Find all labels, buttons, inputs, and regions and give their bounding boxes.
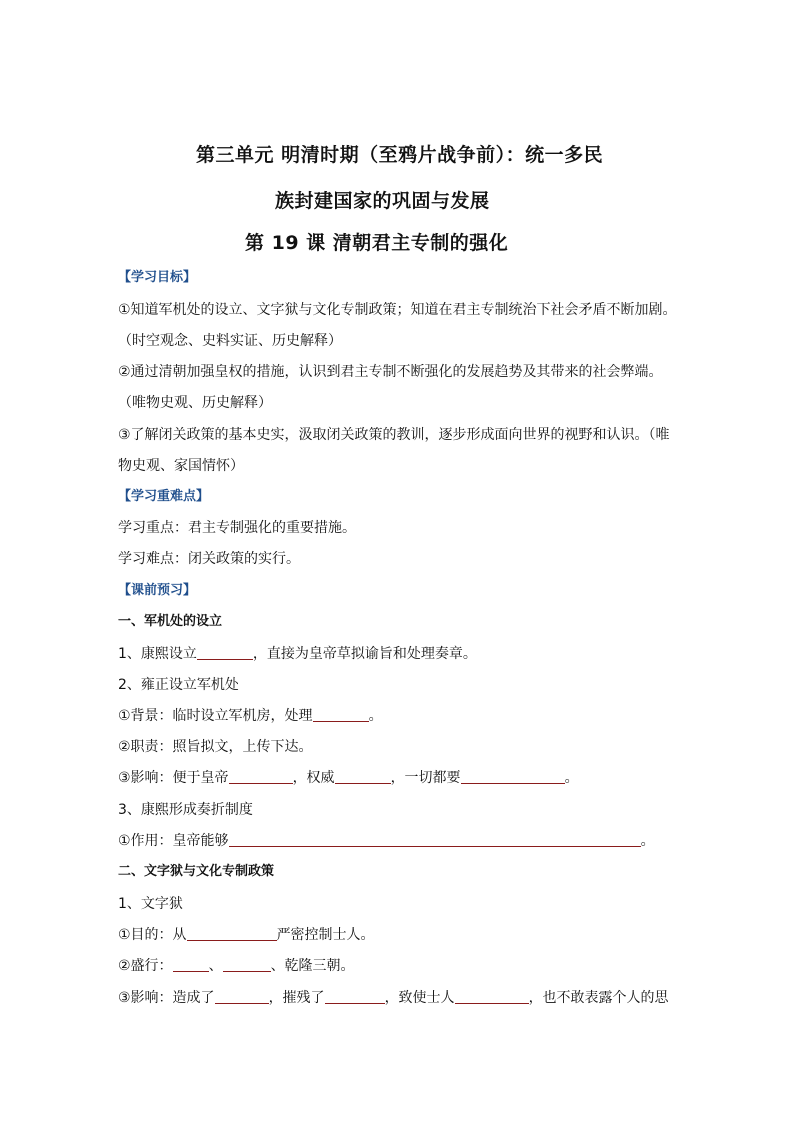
fill-blank[interactable] [325, 989, 385, 1004]
s1-q2-duty: ②职责：照旨拟文，上传下达。 [118, 739, 313, 755]
key-focus: 学习重点：君主专制强化的重要措施。 [118, 520, 356, 536]
fill-blank[interactable] [455, 989, 529, 1004]
fill-blank[interactable] [229, 769, 293, 784]
s1-q2-background [118, 706, 383, 726]
s1-q2-bg-suffix: 。 [368, 708, 383, 724]
objective-3-line-b: 物史观、家国情怀） [118, 458, 244, 474]
s2-purpose-prefix: ①目的：从 [118, 927, 187, 943]
fill-blank[interactable] [187, 926, 277, 941]
unit-title-line1: 第三单元 明清时期（至鸦片战争前）：统一多民 [196, 144, 604, 166]
s2-impact-mid1: ，摧残了 [268, 990, 325, 1006]
s1-q3-use-prefix: ①作用：皇帝能够 [118, 833, 229, 849]
s1-q1-prefix: 1、康熙设立 [118, 646, 197, 662]
lesson-title: 第 19 课 清朝君主专制的强化 [245, 232, 509, 254]
s2-impact-mid2: ，致使士人 [384, 990, 455, 1006]
s1-question-1 [118, 644, 477, 664]
s1-q1-suffix: ，直接为皇帝草拟谕旨和处理奏章。 [252, 646, 477, 662]
s2-q1-purpose [118, 925, 375, 945]
s1-q2-eff-mid2: ，一切都要 [390, 770, 461, 786]
s2-peak-sep: 、 [208, 958, 223, 974]
s2-impact-prefix: ③影响：造成了 [118, 990, 215, 1006]
s1-q3-use [118, 831, 655, 851]
s1-question-3: 3、康熙形成奏折制度 [118, 802, 253, 818]
fill-blank[interactable] [197, 645, 253, 660]
section2-title: 二、文字狱与文化专制政策 [118, 864, 275, 879]
s1-q2-eff-suffix: 。 [564, 770, 579, 786]
fill-blank[interactable] [223, 957, 271, 972]
objective-1-line-b: （时空观念、史料实证、历史解释） [118, 333, 342, 349]
objective-1-line-a: ①知道军机处的设立、文字狱与文化专制政策；知道在君主专制统治下社会矛盾不断加剧。 [118, 302, 677, 318]
s2-q1-impact [118, 988, 669, 1008]
s1-q3-use-suffix: 。 [640, 833, 655, 849]
fill-blank[interactable] [313, 707, 369, 722]
s1-q2-eff-prefix: ③影响：便于皇帝 [118, 770, 229, 786]
s2-q1-peak [118, 956, 355, 976]
s1-q2-eff-mid1: ，权威 [292, 770, 335, 786]
s2-peak-suffix: 、乾隆三朝。 [270, 958, 355, 974]
key-difficulty: 学习难点：闭关政策的实行。 [118, 551, 300, 567]
section1-title: 一、军机处的设立 [118, 614, 223, 629]
objective-2-line-b: （唯物史观、历史解释） [118, 395, 272, 411]
key-points-header: 【学习重难点】 [118, 489, 210, 504]
fill-blank[interactable] [215, 989, 269, 1004]
objective-3-line-a: ③了解闭关政策的基本史实，汲取闭关政策的教训，逐步形成面向世界的视野和认识。（唯 [118, 427, 670, 443]
fill-blank[interactable] [173, 957, 209, 972]
unit-title-line2: 族封建国家的巩固与发展 [275, 190, 490, 212]
s1-question-2: 2、雍正设立军机处 [118, 677, 239, 693]
s1-q2-bg-prefix: ①背景：临时设立军机房，处理 [118, 708, 313, 724]
objectives-header: 【学习目标】 [118, 270, 197, 285]
s1-q2-effect [118, 768, 579, 788]
fill-blank[interactable] [335, 769, 391, 784]
fill-blank[interactable] [461, 769, 565, 784]
s2-purpose-suffix: 严密控制士人。 [276, 927, 375, 943]
s2-impact-suffix: ，也不敢表露个人的思 [528, 990, 669, 1006]
objective-2-line-a: ②通过清朝加强皇权的措施，认识到君主专制不断强化的发展趋势及其带来的社会弊端。 [118, 364, 663, 380]
fill-blank[interactable] [229, 832, 641, 847]
s2-question-1: 1、文字狱 [118, 896, 183, 912]
s2-peak-prefix: ②盛行： [118, 958, 173, 974]
preview-header: 【课前预习】 [118, 583, 197, 598]
